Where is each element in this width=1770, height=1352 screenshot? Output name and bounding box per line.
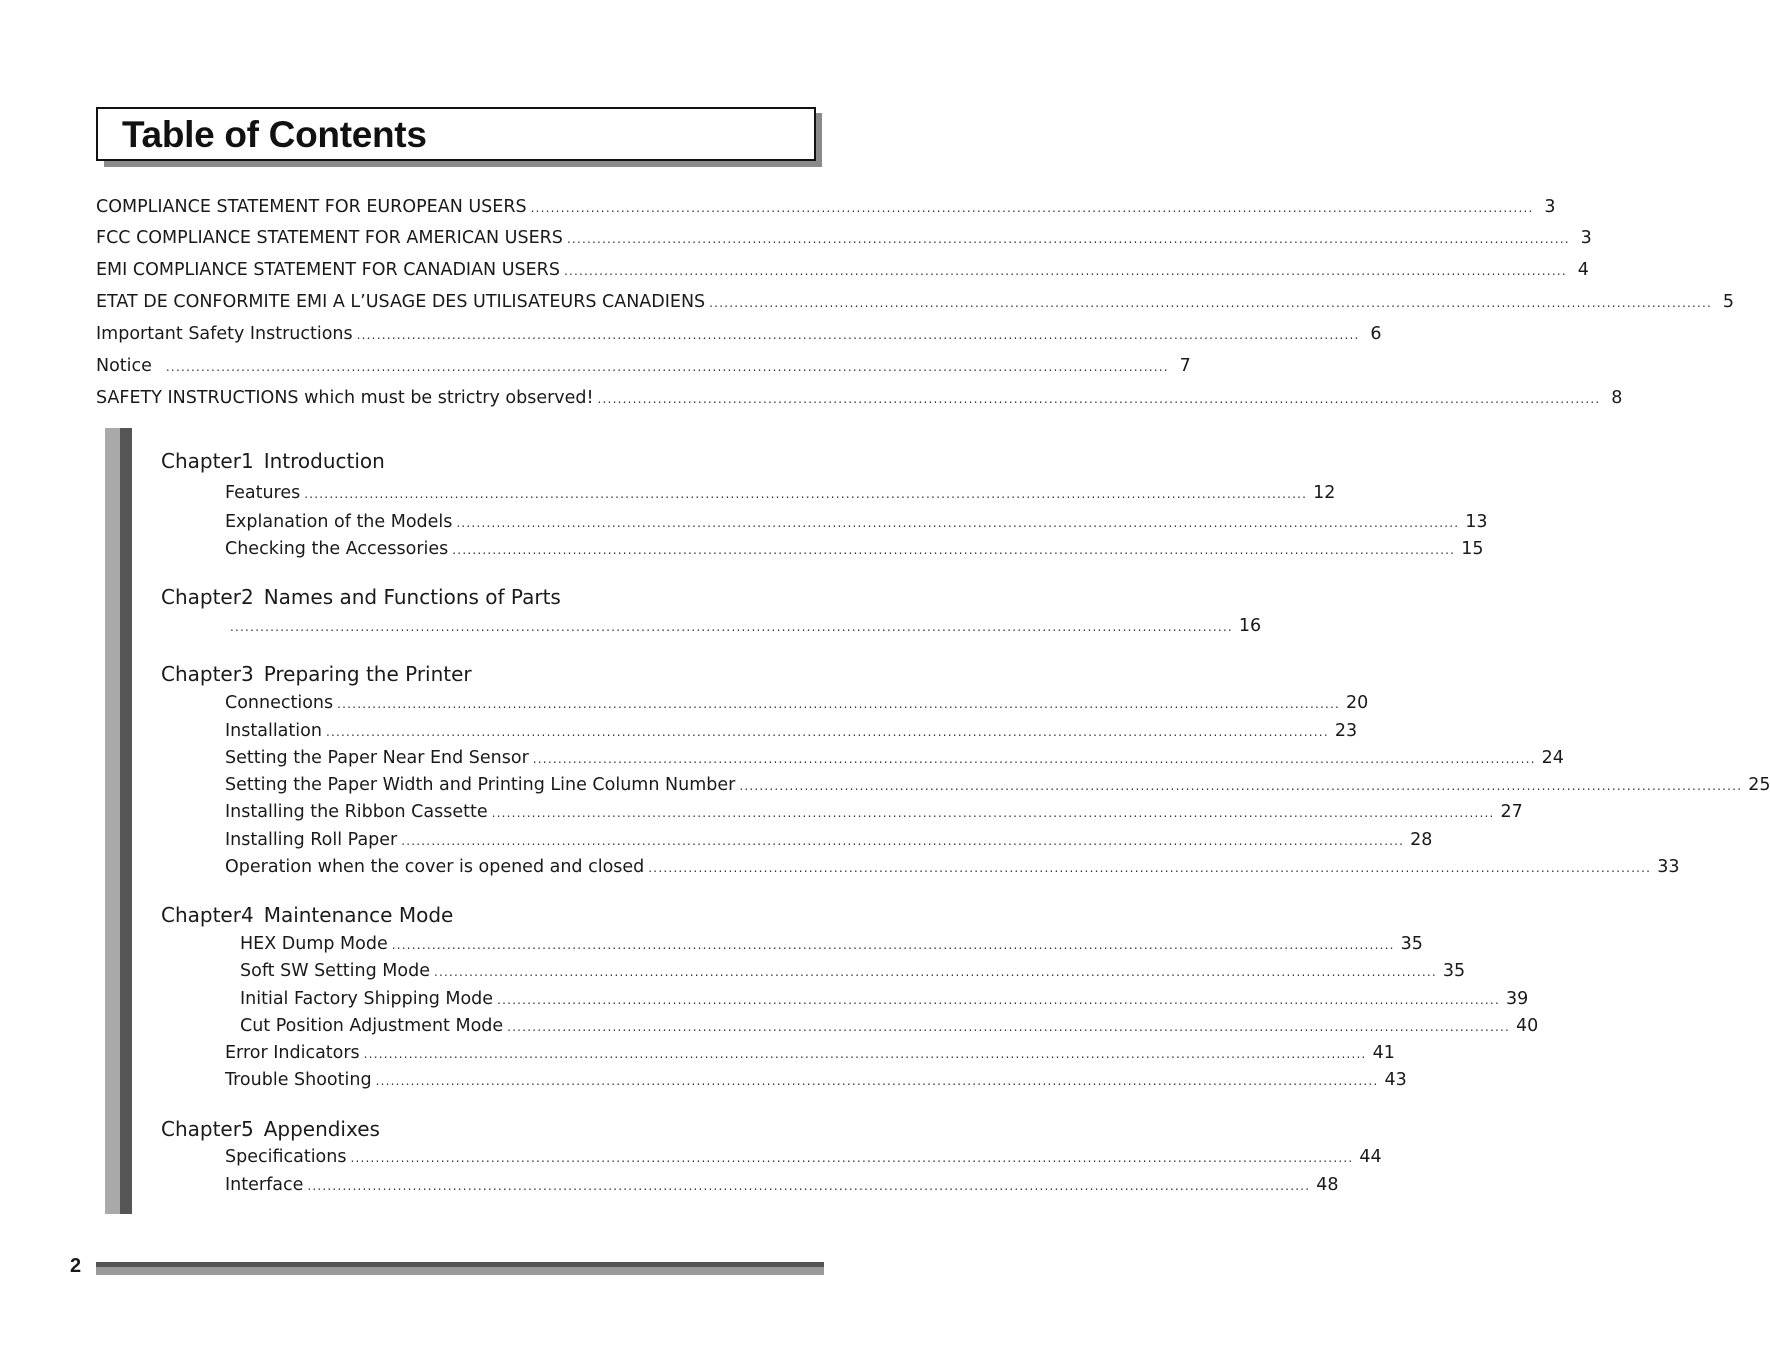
leader-dots: ........................................................................................................................................................................................................: [350, 1151, 1354, 1165]
toc-entry[interactable]: [240, 1015, 1539, 1038]
toc-entry-label: Initial Factory Shipping Mode: [240, 989, 494, 1009]
leader-dots: ........................................................................................................................................................................................................: [391, 938, 1395, 952]
leader-dots: ........................................................................................................................................................................................................: [325, 725, 1329, 739]
toc-entry-page: 28: [1410, 830, 1433, 850]
toc-entry[interactable]: [240, 960, 1466, 983]
title-box: [96, 107, 816, 161]
toc-entry-label: HEX Dump Mode: [240, 934, 388, 954]
chapter-heading[interactable]: [161, 1116, 380, 1142]
toc-entry-label: Important Safety Instructions: [96, 324, 353, 344]
toc-entry-label: Soft SW Setting Mode: [240, 961, 430, 981]
chapter-heading[interactable]: [161, 448, 385, 474]
leader-dots: ........................................................................................................................................................................................................: [563, 264, 1567, 278]
leader-dots: ........................................................................................................................................................................................................: [356, 328, 1360, 342]
toc-entry-page: 27: [1500, 802, 1523, 822]
toc-entry[interactable]: [225, 1146, 1382, 1169]
toc-entry-page: 24: [1541, 748, 1564, 768]
chapter-sidebar-bar: [105, 428, 120, 1214]
toc-entry-label: ETAT DE CONFORMITE EMI A L’USAGE DES UTILISATEURS CANADIENS: [96, 292, 706, 312]
leader-dots: ........................................................................................................................................................................................................: [401, 834, 1405, 848]
toc-entry-label: SAFETY INSTRUCTIONS which must be strictry observed!: [96, 388, 594, 408]
toc-entry[interactable]: [96, 387, 1623, 410]
toc-entry-label: Cut Position Adjustment Mode: [240, 1016, 504, 1036]
leader-dots: ........................................................................................................................................................................................................: [566, 232, 1570, 246]
chapter-title: Introduction: [263, 449, 385, 473]
leader-dots: ........................................................................................................................................................................................................: [307, 1179, 1311, 1193]
toc-entry-label: Features: [225, 483, 301, 503]
toc-entry-page: 5: [1722, 292, 1735, 312]
toc-entry-page: 41: [1372, 1043, 1395, 1063]
toc-entry[interactable]: [225, 538, 1484, 561]
toc-entry-page: 35: [1400, 934, 1423, 954]
toc-entry[interactable]: [240, 988, 1529, 1011]
chapter-heading[interactable]: [161, 661, 472, 687]
toc-entry[interactable]: [96, 227, 1592, 250]
toc-entry[interactable]: [230, 615, 1262, 638]
leader-dots: ........................................................................................................................................................................................................: [363, 1047, 1367, 1061]
toc-entry-label: FCC COMPLIANCE STATEMENT FOR AMERICAN USERS: [96, 228, 563, 248]
toc-entry-page: 48: [1316, 1175, 1339, 1195]
toc-entry-label: Connections: [225, 693, 334, 713]
toc-entry[interactable]: [96, 291, 1735, 314]
toc-entry-page: 43: [1384, 1070, 1407, 1090]
toc-entry-page: 12: [1313, 483, 1336, 503]
toc-entry-page: 15: [1461, 539, 1484, 559]
toc-entry[interactable]: [225, 1174, 1339, 1197]
leader-dots: ........................................................................................................................................................................................................: [597, 392, 1601, 406]
toc-entry-page: 40: [1516, 1016, 1539, 1036]
toc-entry-label: Explanation of the Models: [225, 512, 453, 532]
leader-dots: ........................................................................................................................................................................................................: [497, 993, 1500, 1007]
leader-dots: ........................................................................................................................................................................................................: [739, 779, 1743, 793]
toc-entry-label: Notice: [96, 356, 152, 376]
toc-entry-page: 4: [1577, 260, 1589, 280]
toc-entry[interactable]: [225, 774, 1770, 797]
leader-dots: ........................................................................................................................................................................................................: [507, 1020, 1511, 1034]
toc-entry-page: 6: [1370, 324, 1382, 344]
toc-entry-page: 3: [1544, 197, 1556, 217]
toc-entry[interactable]: [225, 801, 1523, 824]
toc-entry-label: Operation when the cover is opened and closed: [225, 857, 645, 877]
toc-entry-label: Installation: [225, 721, 322, 741]
chapter-heading[interactable]: [161, 902, 453, 928]
toc-entry[interactable]: [96, 196, 1556, 219]
chapter-sidebar-bar-dark: [120, 428, 132, 1214]
chapter-title: Preparing the Printer: [263, 662, 472, 686]
toc-entry-page: 13: [1465, 512, 1488, 532]
page-number: 2: [70, 1255, 82, 1277]
footer-bar-dark: [96, 1262, 824, 1267]
toc-entry-label: Specifications: [225, 1147, 347, 1167]
leader-dots: ........................................................................................................................................................................................................: [532, 752, 1536, 766]
toc-entry-page: 16: [1238, 616, 1262, 636]
toc-entry-label: Setting the Paper Near End Sensor: [225, 748, 529, 768]
page-title: Table of Contents: [122, 114, 427, 155]
chapter-number: Chapter4: [161, 903, 254, 927]
toc-entry-label: Error Indicators: [225, 1043, 360, 1063]
toc-entry-label: EMI COMPLIANCE STATEMENT FOR CANADIAN USERS: [96, 260, 560, 280]
toc-entry-page: 20: [1346, 693, 1369, 713]
leader-dots: ........................................................................................................................................................................................................: [648, 861, 1652, 875]
toc-entry[interactable]: [96, 259, 1589, 282]
chapter-number: Chapter1: [161, 449, 254, 473]
toc-entry[interactable]: [225, 482, 1336, 505]
chapter-title: Maintenance Mode: [263, 903, 454, 927]
toc-entry[interactable]: [225, 1042, 1395, 1065]
leader-dots: ........................................................................................................................................................................................................: [230, 620, 1233, 634]
toc-entry-page: 23: [1334, 721, 1358, 741]
toc-entry-page: 8: [1611, 388, 1623, 408]
leader-dots: ........................................................................................................................................................................................................: [433, 965, 1437, 979]
toc-entry-label: Checking the Accessories: [225, 539, 449, 559]
toc-entry-label: Installing the Ribbon Cassette: [225, 802, 488, 822]
toc-entry[interactable]: [225, 829, 1433, 852]
toc-entry-page: 33: [1657, 857, 1680, 877]
toc-entry[interactable]: [96, 355, 1191, 378]
toc-entry[interactable]: [225, 720, 1358, 743]
leader-dots: ........................................................................................................................................................................................................: [375, 1074, 1379, 1088]
chapter-title: Names and Functions of Parts: [263, 585, 561, 609]
toc-entry[interactable]: [225, 692, 1369, 715]
toc-entry-label: Setting the Paper Width and Printing Line Column Number: [225, 775, 736, 795]
toc-entry[interactable]: [225, 856, 1680, 879]
leader-dots: ........................................................................................................................................................................................................: [456, 516, 1460, 530]
toc-entry-page: 7: [1179, 356, 1191, 376]
toc-entry[interactable]: [225, 1069, 1407, 1092]
toc-entry-label: COMPLIANCE STATEMENT FOR EUROPEAN USERS: [96, 197, 527, 217]
toc-entry-label: Installing Roll Paper: [225, 830, 398, 850]
toc-entry-page: 44: [1359, 1147, 1382, 1167]
leader-dots: ........................................................................................................................................................................................................: [452, 543, 1456, 557]
chapter-number: Chapter5: [161, 1117, 254, 1141]
chapter-heading[interactable]: [161, 584, 561, 610]
toc-entry-page: 35: [1442, 961, 1466, 981]
toc-entry[interactable]: [96, 323, 1382, 346]
toc-entry-label: Interface: [225, 1175, 304, 1195]
toc-entry-page: 39: [1505, 989, 1529, 1009]
chapter-title: Appendixes: [263, 1117, 380, 1141]
toc-entry[interactable]: [240, 933, 1423, 956]
leader-dots: ........................................................................................................................................................................................................: [304, 487, 1308, 501]
leader-dots: ........................................................................................................................................................................................................: [709, 296, 1713, 310]
chapter-number: Chapter3: [161, 662, 254, 686]
toc-entry[interactable]: [225, 747, 1564, 770]
leader-dots: ........................................................................................................................................................................................................: [491, 806, 1495, 820]
chapter-number: Chapter2: [161, 585, 254, 609]
toc-entry-page: 25: [1748, 775, 1770, 795]
toc-entry-page: 3: [1580, 228, 1592, 248]
leader-dots: ........................................................................................................................................................................................................: [165, 360, 1169, 374]
toc-entry-label: Trouble Shooting: [225, 1070, 372, 1090]
toc-entry[interactable]: [225, 511, 1488, 534]
leader-dots: ........................................................................................................................................................................................................: [337, 697, 1341, 711]
leader-dots: ........................................................................................................................................................................................................: [530, 201, 1534, 215]
